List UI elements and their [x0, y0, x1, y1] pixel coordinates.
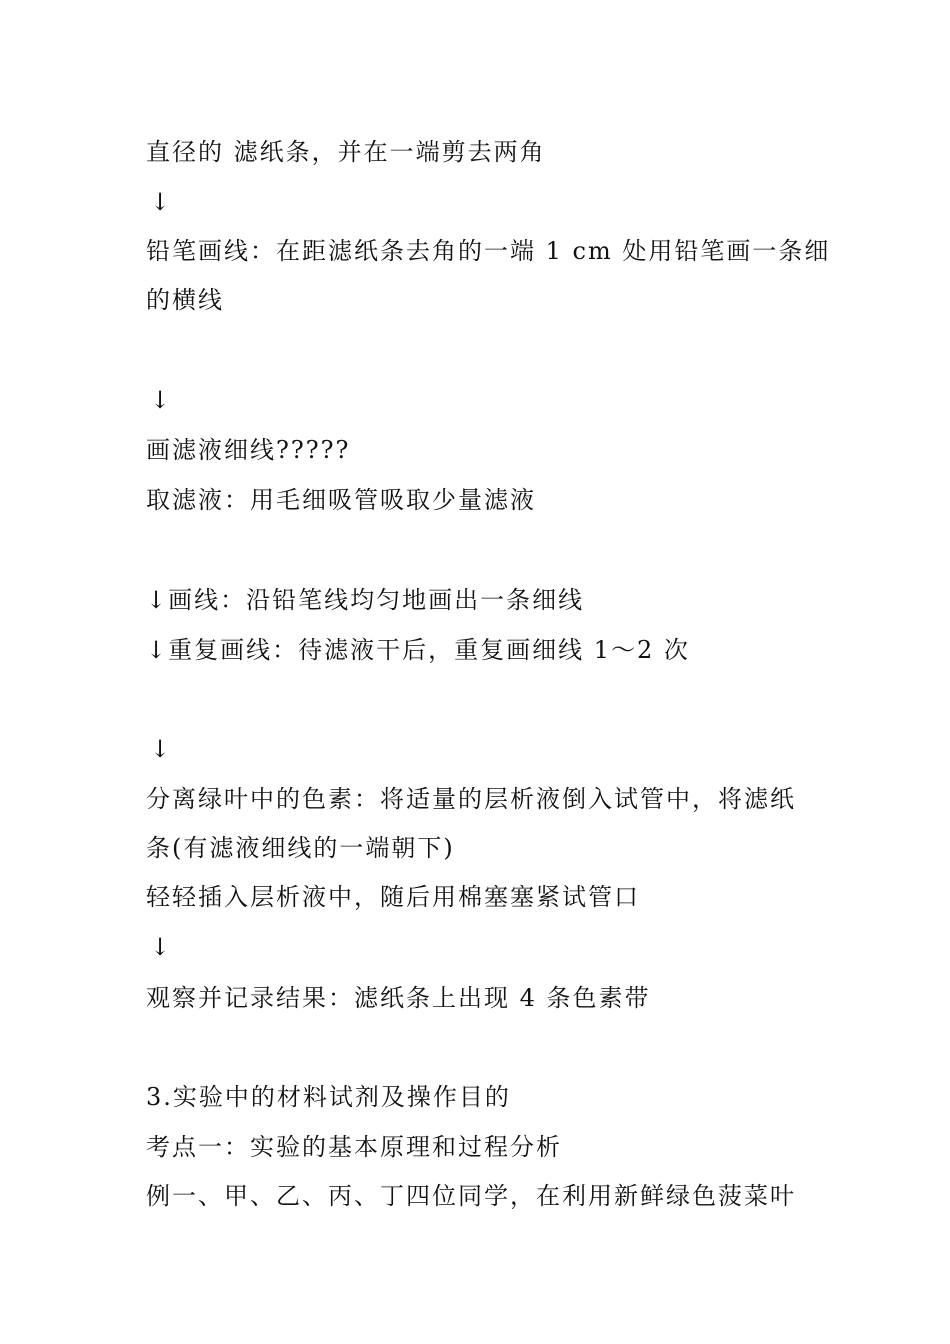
- text-line: 考点一：实验的基本原理和过程分析: [146, 1133, 562, 1161]
- section-heading: 3.实验中的材料试剂及操作目的: [146, 1083, 511, 1111]
- text-line: 画滤液细线?????: [146, 436, 351, 464]
- text-line: ↓重复画线：待滤液干后，重复画细线 1～2 次: [146, 636, 690, 664]
- text-line: 例一、甲、乙、丙、丁四位同学，在利用新鲜绿色菠菜叶: [146, 1182, 796, 1210]
- down-arrow-icon: ↓: [150, 933, 171, 961]
- text-line: 分离绿叶中的色素：将适量的层析液倒入试管中，将滤纸: [146, 785, 796, 813]
- down-arrow-icon: ↓: [150, 188, 171, 216]
- text-line: 取滤液：用毛细吸管吸取少量滤液: [146, 486, 536, 514]
- text-line: 的横线: [146, 286, 224, 314]
- text-line: 铅笔画线：在距滤纸条去角的一端 1 cm 处用铅笔画一条细: [146, 237, 831, 265]
- down-arrow-icon: ↓: [150, 735, 171, 763]
- text-line: 条(有滤液细线的一端朝下): [146, 834, 455, 862]
- text-line: 观察并记录结果：滤纸条上出现 4 条色素带: [146, 984, 651, 1012]
- text-line: ↓画线：沿铅笔线均匀地画出一条细线: [146, 586, 585, 614]
- text-line: 轻轻插入层析液中，随后用棉塞塞紧试管口: [146, 883, 640, 911]
- down-arrow-icon: ↓: [150, 386, 171, 414]
- text-line: 直径的 滤纸条，并在一端剪去两角: [146, 138, 546, 166]
